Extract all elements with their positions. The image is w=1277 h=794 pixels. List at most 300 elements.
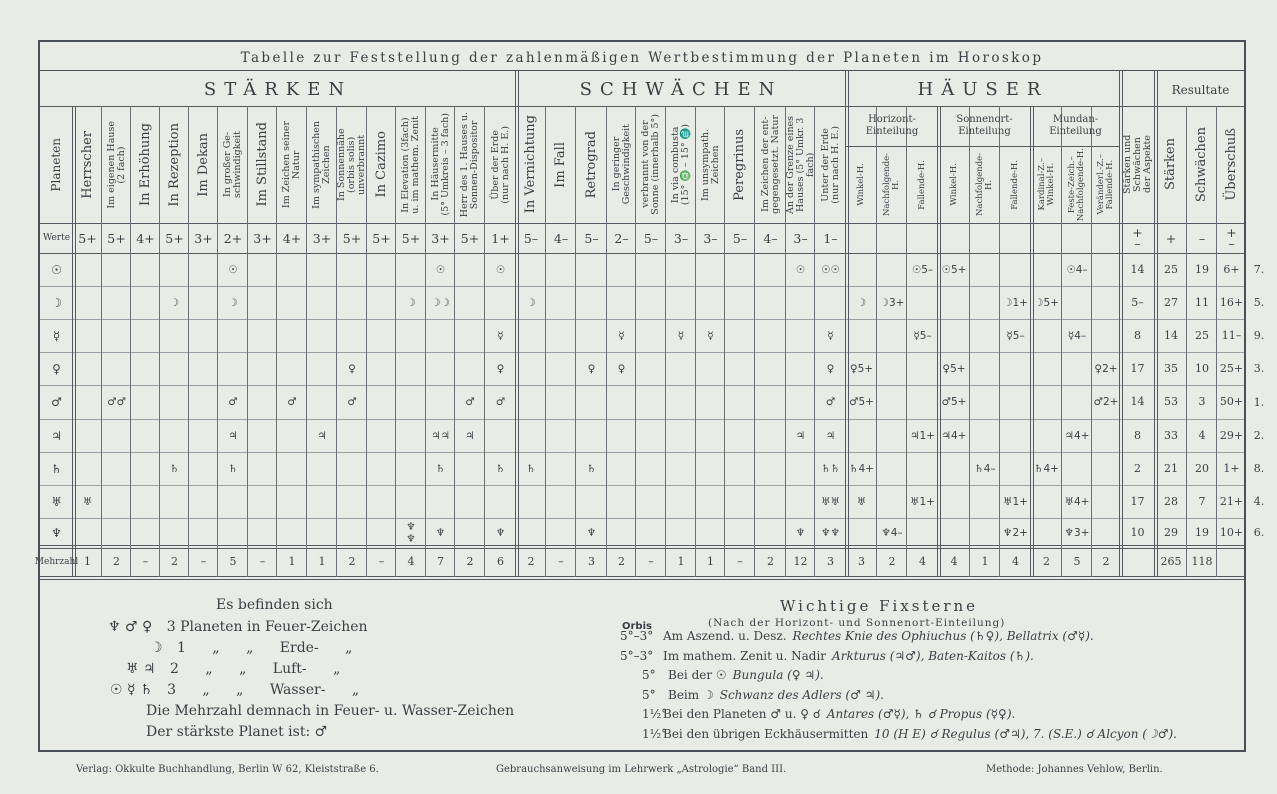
column-header [725,106,755,223]
table-cell: ♆ [795,526,806,539]
column-wert: – [1198,230,1206,246]
table-cell: ♂5+ [849,396,874,408]
column-wert: 5+ [460,230,480,246]
table-title: Tabelle zur Feststellung der zahlenmäßigen Wertbestimmung der Planeten im Horoskop [40,44,1244,71]
table-cell: ☽1+ [1003,296,1028,309]
table-cell: ♅1+ [910,495,935,508]
column-header-label: Im Zeichen der ent- gegengesetzt. Natur [759,115,781,214]
mehrzahl-cell: 4 [407,555,415,568]
mehrzahl-cell: 3 [858,555,865,568]
table-cell: ♀5+ [849,362,874,375]
fixsterne-title: Wichtige Fixsterne [780,597,979,615]
column-header [1120,106,1155,223]
table-cell: ♄ [435,462,446,475]
rank-label: 3. [1253,362,1265,375]
house-group-header: Mundan- Einteilung [1049,114,1102,137]
mehrzahl-cell: 1 [981,555,989,568]
table-cell: 19 [1195,525,1209,539]
column-header [73,106,102,223]
table-cell: 16+ [1219,295,1244,309]
planet-label: ☿ [52,328,61,343]
rank-label: 4. [1253,495,1265,508]
fixstern-line [663,629,1094,643]
column-header [189,106,218,223]
mehrzahl-cell: 1 [84,555,91,568]
footer-manual: Gebrauchsanweisung im Lehrwerk „Astrologie“ Band III. [496,764,787,775]
table-cell: ♂ [825,396,836,408]
rank-label: 1. [1253,395,1265,409]
table-cell: 25 [1164,262,1178,276]
table-cell: ♂ [465,396,475,408]
table-cell: ♃ [228,429,238,442]
table-cell: ♆ [435,526,446,539]
column-wert [907,223,938,253]
column-header [1000,146,1031,223]
planet-label: ♄ [51,461,62,476]
table-cell: ♆4– [881,526,903,539]
orbis-value: 5°–3° [620,629,654,643]
mehrzahl-cell: – [259,555,266,568]
table-cell: 35 [1164,361,1178,375]
column-header-label: Peregrinus [732,128,748,201]
table-cell: 25+ [1219,361,1244,375]
column-wert: 5+ [107,230,126,246]
table-cell: ☉ [435,263,446,276]
column-wert: 4– [553,230,569,246]
column-header-label: An der Grenze eines Hauses (5° Umkr. 3 fach) [784,115,816,214]
column-header [877,146,907,223]
column-wert: 3– [673,230,689,246]
table-cell: ♄♄ [821,462,840,475]
column-wert [1062,223,1092,253]
table-cell: ♂ [347,396,357,408]
column-wert: 4+ [136,230,155,246]
table-cell: ♄ [526,462,536,475]
table-cell: 14 [1130,262,1145,276]
table-cell: 14 [1130,395,1145,408]
column-wert: 2+ [223,230,243,246]
column-header [546,106,576,223]
table-cell: ♆ ♆ [406,520,416,545]
column-wert: 2– [614,230,629,246]
column-wert [1000,223,1031,253]
column-header [636,106,666,223]
column-header [248,106,277,223]
mehrzahl-cell: 1 [288,555,296,568]
element-symbols: ☉ ☿ ♄ [110,682,153,698]
section-staerken: STÄRKEN [203,79,353,100]
table-cell: ☉5+ [941,263,967,276]
table-cell: ♀ [587,362,596,375]
table-cell: ♀ [496,362,505,375]
table-cell: ♄ [228,462,238,475]
table-cell: 21+ [1219,494,1244,508]
fixstern-stars: Antares (♂☿), ♄ ☌ Propus (☿♀). [826,707,1016,721]
table-cell: ♅4+ [1064,495,1090,508]
table-cell: ☿ [827,329,834,342]
column-header [367,106,396,223]
divider [40,576,1244,580]
element-symbols: ♆ ♂ ♀ [108,619,153,635]
column-header-label: Stärken [1163,138,1179,191]
column-header-label: Winkel-H. [856,163,867,206]
table-cell: ☽ [856,296,867,309]
table-cell: ♆2+ [1003,526,1028,539]
column-header-label: In Sonnennähe (orbis solis) unverbrannt [336,128,367,201]
column-header [907,146,938,223]
table-cell: ♆ [495,526,506,539]
table-cell: ♅1+ [1003,495,1028,508]
column-header-label: In Rezeption [166,122,182,207]
planet-label: ♀ [52,361,61,376]
mehrzahl-cell: 4 [950,555,958,568]
table-cell: ☉4– [1066,263,1088,276]
mehrzahl-cell: 12 [793,555,808,568]
column-header [576,106,607,223]
column-header-label: Herrscher [79,130,95,199]
column-header [218,106,248,223]
column-header-label: verbrannt von der Sonne (innerhalb 5°) [640,114,661,215]
table-cell: ♂5+ [941,396,967,408]
table-cell: ♄4+ [849,462,874,475]
column-wert: + – [1226,225,1237,251]
house-group-header: Horizont- Einteilung [865,114,919,137]
table-cell: ☉ [228,263,238,276]
column-header-label: In Erhöhung [137,123,153,206]
table-cell: ♂2+ [1093,396,1119,408]
column-header-label: Schwächen [1194,126,1210,203]
table-cell: 29+ [1219,428,1244,442]
table-cell: ♂ [287,396,297,408]
column-header [102,106,131,223]
column-wert: 1+ [491,230,510,246]
table-cell: 33 [1164,428,1178,442]
table-cell: 2 [1134,461,1141,475]
table-cell: ♀2+ [1094,362,1118,375]
table-cell: ♆3+ [1064,526,1090,539]
mehrzahl-cell: – [378,555,385,568]
row-divider [40,352,1244,353]
column-header-label: Im Stillstand [254,122,270,207]
mehrzahl-cell: 2 [527,555,535,568]
column-header [455,106,485,223]
fixstern-line [663,707,1015,721]
column-header-label: Veränderl.-Z.– Fallende-H. [1096,154,1115,215]
column-header [160,106,189,223]
fixstern-stars: Arkturus (♃♂), Baten-Kaitos (♄). [832,648,1034,663]
orbis-value: 5° [642,687,656,702]
elements-heading: Es befinden sich [216,597,333,613]
table-cell: ♅ [856,495,867,508]
mehrzahl-cell: 3 [827,555,834,568]
element-line-1 [108,619,368,635]
planet-label: ☉ [51,262,62,277]
mehrzahl-cell: 2 [618,555,625,568]
column-header [277,106,307,223]
column-header-label: Überschuß [1223,128,1239,201]
column-header [1217,106,1246,223]
element-text: 3 Planeten in Feuer-Zeichen [166,619,368,635]
table-cell: ☿ [707,329,714,342]
table-cell: ☽ [228,296,238,309]
orbis-label: Orbis [622,621,652,632]
column-wert: 5– [584,230,599,246]
mehrzahl-cell: 2 [767,555,774,568]
section-haeuser: HÄUSER [917,79,1049,100]
table-cell: ☽5+ [1034,296,1059,309]
table-cell: 4 [1198,428,1206,442]
mehrzahl-cell [1120,547,1155,576]
column-wert: 5+ [342,230,362,246]
table-cell: ♃4+ [941,429,967,442]
column-header [755,106,786,223]
column-header [516,106,546,223]
mehrzahl-cell: 3 [588,555,595,568]
column-header-label: Winkel-H. [948,163,959,206]
table-cell: ♆♆ [821,526,840,539]
table-cell: 10+ [1219,525,1244,539]
column-header-label: Im unsympath. Zeichen [699,128,721,201]
mehrzahl-cell: – [200,555,207,568]
table-cell: 11 [1195,295,1209,309]
summary-strongest: Der stärkste Planet ist: ♂ [146,724,328,740]
fixstern-position: Bei der ☉ [668,668,727,682]
rank-label: 5. [1253,296,1265,309]
table-cell: ☽ [169,296,180,309]
column-header-label: In Cazimo [373,131,389,198]
column-header-label: In Elevation (3fach) u. im mathem. Zenit [400,115,421,214]
table-cell: ♀ [826,362,835,375]
section-schwaechen: SCHWÄCHEN [579,79,783,100]
table-cell: ♂ [495,396,506,408]
orbis-value: 5° [642,668,656,682]
table-cell: 29 [1164,525,1178,539]
column-wert: 5– [732,230,748,246]
mehrzahl-cell: 2 [888,555,896,568]
mehrzahl-cell: 2 [171,555,178,568]
column-header [970,146,1000,223]
column-wert: 5+ [165,230,184,246]
mehrzahl-cell: 5 [1073,555,1081,568]
table-cell: ☉ [495,263,506,276]
column-header-label: Herr des 1. Hauses u. Sonnen-Dispositor [459,111,480,218]
fixstern-stars: Schwanz des Adlers (♂ ♃). [719,687,884,702]
column-header-label: Retrograd [583,130,599,199]
column-header-label: Fallende-H. [1010,159,1021,210]
mehrzahl-cell: 2 [348,555,356,568]
column-header [1062,146,1092,223]
column-header-label: Im Dekan [195,132,211,197]
table-cell: ♃4+ [1064,429,1090,442]
table-cell: 8 [1134,428,1141,442]
table-cell: 27 [1164,295,1178,309]
column-wert: 3+ [253,230,272,246]
rank-label: 6. [1253,526,1265,539]
fixstern-stars: Rechtes Knie des Ophiuchus (♄♀), Bellatrix (♂☿). [792,629,1094,643]
table-cell: ♃1+ [910,429,935,442]
table-cell: ☿ [677,329,685,342]
table-cell: ☿ [497,329,504,342]
element-line-3 [126,661,340,677]
fixstern-position: Bei den Planeten ♂ u. ♀ ☌ [663,707,821,721]
mehrzahl-cell: 1 [318,555,326,568]
element-symbols: ♅ ♃ [126,661,156,677]
mehrzahl-cell: 6 [497,555,504,568]
column-header [1155,106,1187,223]
table-cell: 11– [1221,328,1242,342]
mehrzahl-cell: 4 [919,555,926,568]
table-cell: 17 [1130,494,1145,508]
column-header-label: Im Fall [553,141,569,188]
table-cell: 28 [1164,494,1178,508]
table-cell: ♆ [586,526,597,539]
column-header [131,106,160,223]
fixstern-position: Im mathem. Zenit u. Nadir [663,648,827,663]
table-cell: 8 [1134,328,1141,342]
column-wert: 4– [763,230,778,246]
mehrzahl-cell: – [648,555,654,568]
column-header-label: Feste-Zeich.– Nachfolgende-H. [1067,147,1086,222]
column-wert: 3+ [431,230,450,246]
fixstern-line [668,668,824,682]
table-cell: ♅ [82,495,93,508]
column-header-label: Im eigenen Hause (2 fach) [105,120,127,209]
planet-column-header [40,106,73,223]
mehrzahl-cell: 2 [1043,555,1050,568]
table-cell: ♃ [317,429,327,442]
column-header [696,106,725,223]
element-text: 1 „ „ Erde- „ [177,640,353,656]
table-cell: 1+ [1223,461,1240,475]
column-header-label: Nachfolgende- H. [975,152,994,216]
column-header [607,106,636,223]
table-cell: ☿5– [913,329,932,342]
table-cell: ☽ [526,296,536,309]
column-wert: 3– [793,230,808,246]
table-cell: ♂ [228,396,238,408]
mehrzahl-cell: 2 [1102,555,1110,568]
table-cell: 19 [1195,262,1209,276]
column-header [666,106,696,223]
fixstern-position: Beim ☽ [668,687,714,702]
table-cell: 20 [1195,461,1209,475]
mehrzahl-cell: 2 [466,555,474,568]
table-cell: ♄4– [974,462,996,475]
column-header-label: Stärken und Schwächen der Aspekte [1121,134,1153,195]
column-wert: 3+ [194,230,213,246]
fixstern-line [668,688,884,702]
footer-publisher: Verlag: Okkulte Buchhandlung, Berlin W 62, Kleiststraße 6. [76,764,379,775]
table-cell: ♂♂ [107,396,126,408]
table-cell: ☿5– [1006,329,1025,342]
table-cell: ♅♅ [821,495,840,508]
fixstern-line [663,649,1034,663]
column-header [786,106,815,223]
fixsterne-subtitle: (Nach der Horizont- und Sonnenort-Einteilung) [708,617,1006,629]
mehrzahl-cell: 4 [1012,555,1019,568]
column-header-label: In großer Ge- schwindigkeit [222,130,243,199]
mehrzahl-cell: – [142,555,149,568]
rank-label: 9. [1253,329,1265,342]
column-wert: 5+ [401,230,421,246]
column-wert [970,223,1000,253]
footer-method: Methode: Johannes Vehlow, Berlin. [986,764,1163,775]
rank-label: 7. [1253,263,1265,276]
column-wert: 4+ [282,230,302,246]
mehrzahl-cell: 265 [1160,555,1182,568]
column-header [337,106,367,223]
table-cell: ☽3+ [879,296,905,309]
table-cell: ☿4– [1067,329,1087,342]
element-text: 2 „ „ Luft- „ [170,661,341,677]
table-cell: 10 [1130,525,1145,539]
mehrzahl-cell: 1 [677,555,685,568]
fixstern-position: Bei den übrigen Eckhäusermitten [663,726,869,741]
column-header-label: Über der Erde (nur nach H. E.) [489,125,511,204]
fixstern-stars: Bungula (♀ ♃). [732,668,824,682]
orbis-value: 5°–3° [620,648,654,663]
planet-label: ☽ [51,295,62,310]
fixstern-line [663,727,1177,741]
column-header [846,146,877,223]
table-cell: 14 [1164,328,1178,342]
mehrzahl-cell [1217,547,1246,576]
rank-label: 8. [1253,462,1265,475]
table-cell: ☽ [406,296,416,309]
table-cell: 25 [1195,328,1209,342]
fixstern-position: Am Aszend. u. Desz. [663,629,787,643]
planet-label: ♃ [51,428,62,443]
column-header-label: Kardinal-Z.– Winkel-H. [1036,158,1056,211]
table-cell: 5– [1131,295,1144,309]
mehrzahl-cell: – [737,555,743,568]
column-header-label: Fallende-H. [917,159,928,210]
rank-label: 2. [1253,429,1265,442]
mehrzahl-cell: 1 [707,555,714,568]
fixstern-stars: 10 (H E) ☌ Regulus (♂♃), 7. (S.E.) ☌ Alcyon (☽♂). [874,726,1177,741]
table-cell: ♃ [795,429,806,442]
column-header [1187,106,1217,223]
summary-majority: Die Mehrzahl demnach in Feuer- u. Wasser-Zeichen [146,703,515,719]
table-cell: ♀ [617,362,626,375]
planet-label: ♅ [51,494,62,509]
column-wert [1092,223,1120,253]
table-cell: 7 [1198,494,1206,508]
column-header [396,106,426,223]
table-cell: 53 [1164,395,1178,408]
column-wert: 1– [823,230,838,246]
column-wert: 3+ [312,230,332,246]
column-wert: 5+ [78,230,97,246]
mehrzahl-cell: – [558,555,564,568]
element-symbols: ☽ [150,640,163,656]
table-cell: ☉ [795,263,806,276]
mehrzahl-cell: 2 [113,555,120,568]
column-wert: 5– [643,230,659,246]
column-header [485,106,516,223]
table-cell: ♃ [465,429,475,442]
column-header-label: In geringer Geschwindigkeit [610,124,632,205]
column-wert: 5– [523,230,539,246]
table-cell: ☉5– [911,263,934,276]
table-cell: ☽☽ [431,296,450,309]
table-cell: ♄ [169,462,180,475]
column-header-label: Im Zeichen seiner Natur [281,120,302,209]
mehrzahl-cell: 7 [437,555,444,568]
planet-label: ♆ [51,525,62,540]
table-cell: ♀ [348,362,356,375]
column-header-label: Unter der Erde (nur nach H. E.) [819,125,841,204]
